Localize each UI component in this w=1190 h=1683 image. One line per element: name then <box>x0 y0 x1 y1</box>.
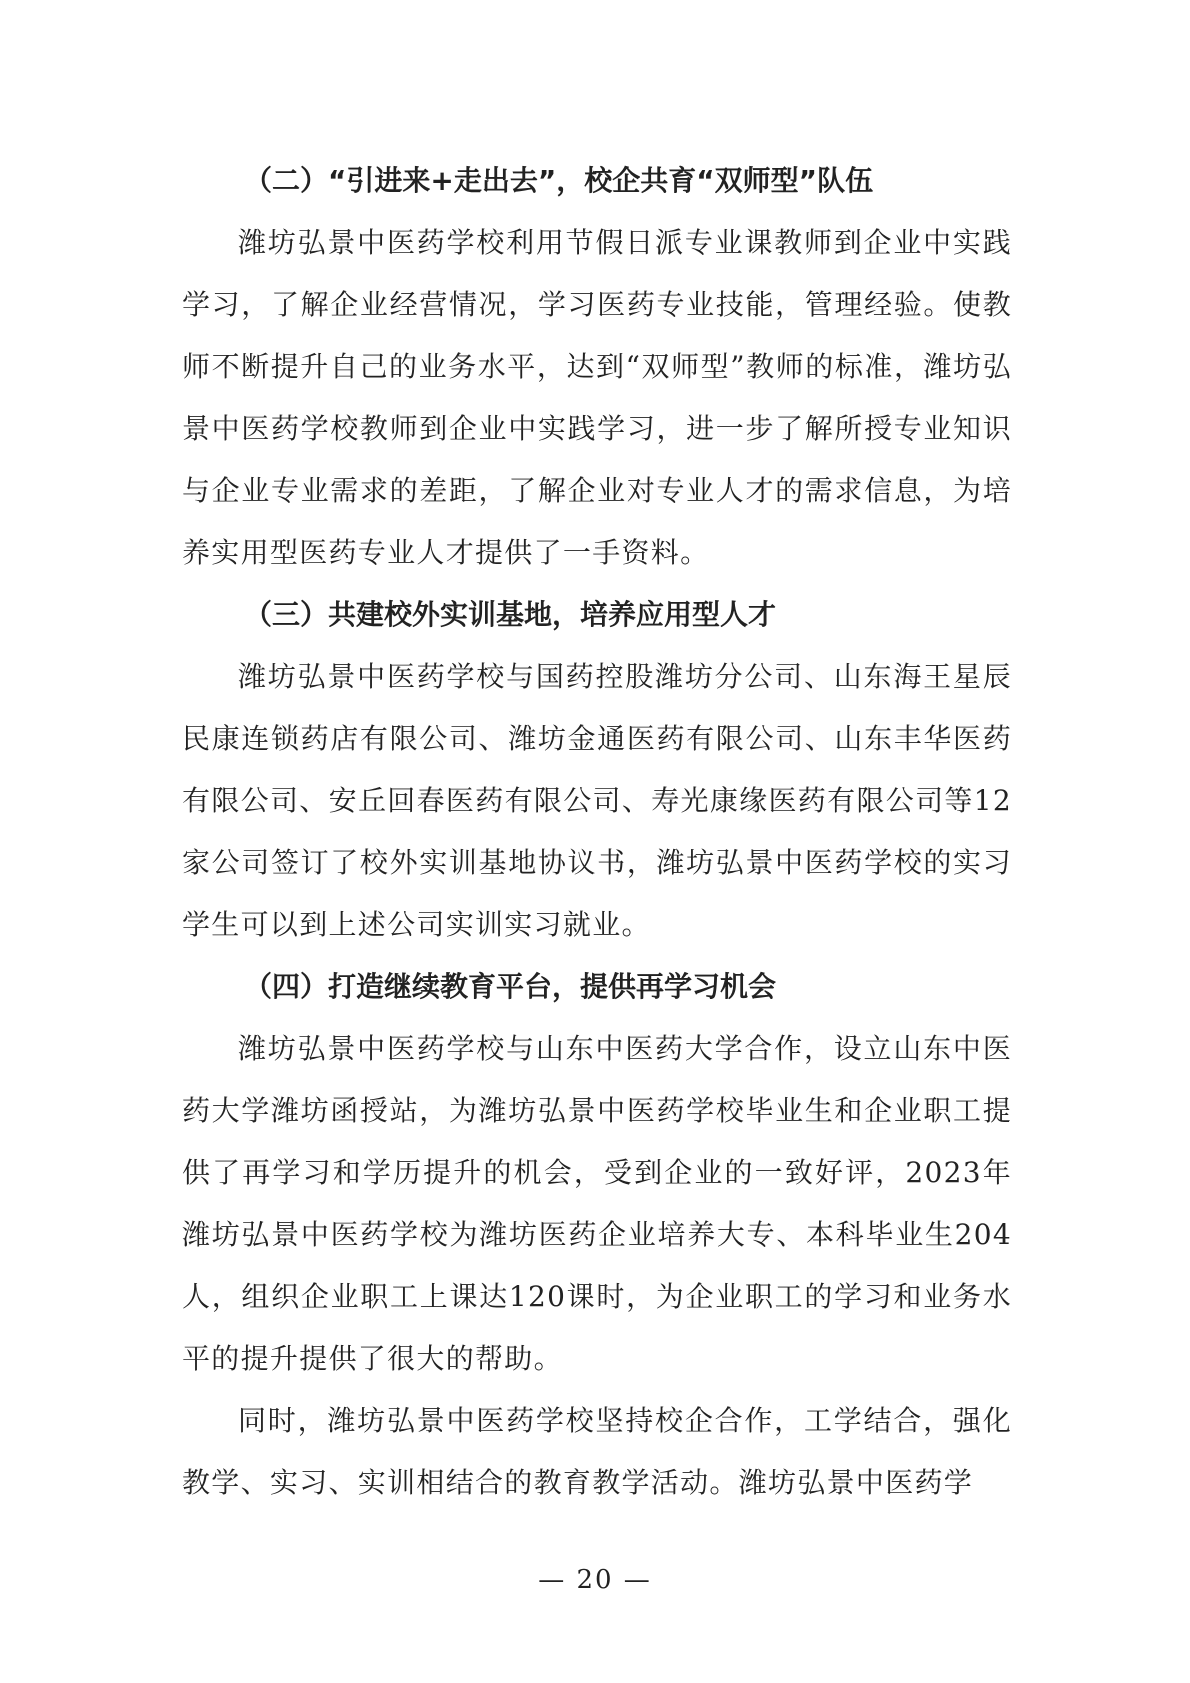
page-number: — 20 — <box>538 1565 652 1595</box>
section-heading-4: （四）打造继续教育平台，提供再学习机会 <box>244 970 777 1003</box>
paragraph: 同时，潍坊弘景中医药学校坚持校企合作，工学结合，强化教学、实习、实训相结合的教育教学活动。潍坊弘景中医药学 <box>182 1404 1012 1499</box>
paragraph: 潍坊弘景中医药学校与国药控股潍坊分公司、山东海王星辰民康连锁药店有限公司、潍坊金通医药有限公司、山东丰华医药有限公司、安丘回春医药有限公司、寿光康缘医药有限公司等12家公司签订了校外实训基地协议书，潍坊弘景中医药学校的实习学生可以到上述公司实训实习就业。 <box>182 660 1012 941</box>
document-page <box>182 150 1012 1514</box>
paragraph: 潍坊弘景中医药学校利用节假日派专业课教师到企业中实践学习，了解企业经营情况，学习医药专业技能，管理经验。使教师不断提升自己的业务水平，达到“双师型”教师的标准，潍坊弘景中医药学校教师到企业中实践学习，进一步了解所授专业知识与企业专业需求的差距，了解企业对专业人才的需求信息，为培养实用型医药专业人才提供了一手资料。 <box>182 226 1012 569</box>
section-heading-2: （二）“引进来+走出去”，校企共育“双师型”队伍 <box>244 164 874 197</box>
paragraph: 潍坊弘景中医药学校与山东中医药大学合作，设立山东中医药大学潍坊函授站，为潍坊弘景中医药学校毕业生和企业职工提供了再学习和学历提升的机会，受到企业的一致好评，2023年潍坊弘景中医药学校为潍坊医药企业培养大专、本科毕业生204人，组织企业职工上课达120课时，为企业职工的学习和业务水平的提升提供了很大的帮助。 <box>182 1032 1012 1375</box>
section-heading-3: （三）共建校外实训基地，培养应用型人才 <box>244 598 777 631</box>
